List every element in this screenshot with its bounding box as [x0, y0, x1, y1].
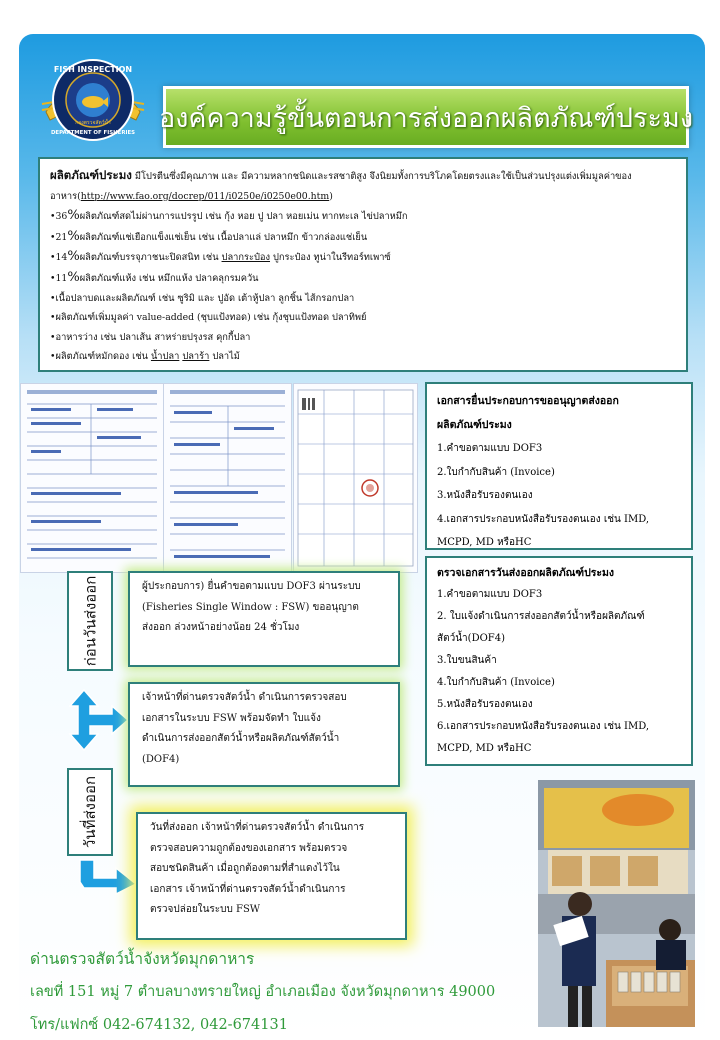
list-item: 4.เอกสารประกอบหนังสือรับรองตนเอง เช่น IMD,	[437, 513, 650, 525]
intro-line2-prefix: อาหาร(	[50, 190, 81, 202]
step-line: เอกสารในระบบ FSW พร้อมจัดทำ ใบแจ้ง	[142, 712, 321, 724]
item-bullet: •36	[50, 211, 68, 223]
item-bullet: •21	[50, 231, 68, 243]
item-text: ปูกระป๋อง ทูน่าในรีทอร์ทเพาซ์	[270, 252, 391, 264]
export-day-label	[67, 768, 113, 856]
item-underlined: น้ำปลา	[150, 351, 180, 363]
item-underlined: ปลากระป๋อง	[221, 252, 271, 264]
step-1-box	[128, 571, 400, 667]
list-item: 6.เอกสารประกอบหนังสือรับรองตนเอง เช่น IMD,	[437, 721, 650, 732]
step-line: ตรวจสอบความถูกต้องของเอกสาร พร้อมตรวจ	[150, 842, 348, 854]
step-line: (Fisheries Single Window : FSW) ขออนุญาต	[142, 601, 359, 613]
step-line: ดำเนินการส่งออกสัตว์น้ำหรือผลิตภัณฑ์สัตว์น้ำ	[142, 733, 340, 744]
intro-lead-rest: มีโปรตีนซึ่งมีคุณภาพ และ มีความหลากชนิดและรสชาติสูง จึงนิยมทั้งการบริโภคโดยตรงและใช้เป็นส่วนปรุงแต่งเพิ่มมูลค่าของ	[131, 171, 632, 182]
step-3-box	[136, 812, 407, 940]
percent-sign: %	[67, 208, 80, 224]
list-item: สัตว์น้ำ(DOF4)	[437, 633, 505, 644]
percent-sign: %	[67, 249, 80, 265]
list-item: MCPD, MD หรือHC	[437, 743, 532, 754]
list-item	[50, 227, 676, 248]
branch-arrow-icon	[64, 688, 130, 752]
intro-panel	[38, 157, 688, 372]
docs-check-panel	[425, 556, 693, 766]
item-text: ผลิตภัณฑ์สดไม่ผ่านการแปรรูป เช่น กุ้ง หอย ปู ปลา หอยเม่น ทากทะเล ไข่ปลาหมึก	[79, 211, 408, 223]
list-item: •อาหารว่าง เช่น ปลาเส้น สาหร่ายปรุงรส คุกกี้ปลา	[50, 331, 251, 343]
badge-bottom-text: DEPARTMENT OF FISHERIES	[50, 130, 136, 136]
page-title: องค์ความรู้ขั้นตอนการส่งออกผลิตภัณฑ์ประมง	[159, 102, 694, 134]
item-underlined: ปลาร้า	[182, 351, 210, 363]
export-day-text: วันที่ส่งออก	[81, 775, 99, 849]
list-item: 3.ใบขนสินค้า	[437, 655, 497, 666]
docs-apply-heading-1: เอกสารยื่นประกอบการขออนุญาตส่งออก	[437, 395, 619, 407]
intro-line-2	[50, 187, 676, 207]
intro-line2-suffix: )	[329, 190, 333, 202]
fao-link[interactable]: http://www.fao.org/docrep/011/i0250e/i0250e00.htm	[80, 190, 330, 202]
item-text: ผลิตภัณฑ์แห้ง เช่น หมึกแห้ง ปลาคลุกรมควัน	[79, 272, 259, 284]
docs-apply-panel	[425, 382, 693, 550]
dof4-form-image	[163, 383, 292, 573]
list-item	[50, 268, 676, 289]
list-item: 4.ใบกำกับสินค้า (Invoice)	[437, 677, 555, 688]
list-item: 2.ใบกำกับสินค้า (Invoice)	[437, 466, 555, 478]
list-item	[50, 206, 676, 227]
intro-line-1	[50, 166, 676, 187]
footer-phone: โทร/แฟกซ์ 042-674132, 042-674131	[30, 1017, 288, 1033]
list-item: MCPD, MD หรือHC	[437, 537, 532, 548]
percent-sign: %	[67, 228, 80, 244]
step-2-box	[128, 682, 400, 787]
list-item: 2. ใบแจ้งดำเนินการส่งออกสัตว์น้ำหรือผลิตภัณฑ์	[437, 611, 645, 622]
step-line: วันที่ส่งออก เจ้าหน้าที่ด่านตรวจสัตว์น้ำ ดำเนินการ	[150, 822, 365, 833]
title-banner	[159, 86, 694, 148]
step-line: (DOF4)	[142, 753, 180, 765]
dof3-form-image	[20, 383, 164, 573]
footer-org: ด่านตรวจสัตว์น้ำจังหวัดมุกดาหาร	[30, 950, 255, 968]
step-line: ผู้ประกอบการ) ยื่นคำขอตามแบบ DOF3 ผ่านระบบ	[142, 581, 361, 592]
before-export-text: ก่อนวันส่งออก	[81, 575, 100, 667]
fish-inspection-badge	[38, 54, 148, 150]
certificate-form-image	[293, 383, 418, 573]
list-item	[50, 347, 676, 367]
item-text: •ผลิตภัณฑ์หมักดอง เช่น	[50, 351, 151, 363]
item-bullet: •11	[50, 272, 68, 284]
list-item	[50, 247, 676, 268]
step-line: ตรวจปล่อยในระบบ FSW	[150, 904, 261, 915]
step-line: สอบชนิดสินค้า เมื่อถูกต้องตามที่สำแดงไว้ใน	[150, 863, 340, 874]
list-item: 1.คำขอตามแบบ DOF3	[437, 589, 543, 600]
docs-apply-heading-2: ผลิตภัณฑ์ประมง	[437, 418, 512, 431]
percent-sign: %	[67, 269, 80, 285]
list-item: •เนื้อปลาบดและผลิตภัณฑ์ เช่น ซูริมิ และ ปูอัด เต้าหู้ปลา ลูกชิ้น ไส้กรอกปลา	[50, 292, 355, 304]
list-item: 3.หนังสือรับรองตนเอง	[437, 490, 533, 501]
badge-top-text: FISH INSPECTION	[53, 65, 133, 74]
badge-thai-text: กองตรวจสัตว์น้ำ	[75, 120, 111, 126]
footer-address: เลขที่ 151 หมู่ 7 ตำบลบางทรายใหญ่ อำเภอเมือง จังหวัดมุกดาหาร 49000	[30, 984, 496, 1000]
item-bullet: •14	[50, 252, 68, 264]
item-text: ผลิตภัณฑ์บรรจุภาชนะปิดสนิท เช่น	[79, 252, 222, 264]
list-item: •ผลิตภัณฑ์เพิ่มมูลค่า value-added (ชุบแป้งทอด) เช่น กุ้งชุบแป้งทอด ปลาทิพย์	[50, 312, 367, 324]
step-line: ส่งออก ล่วงหน้าอย่างน้อย 24 ชั่วโมง	[142, 622, 300, 633]
item-text: ปลาไม้	[209, 351, 240, 363]
item-text: ผลิตภัณฑ์แช่เยือกแข็งแช่เย็น เช่น เนื้อปลาแล่ ปลาหมึก ข้าวกล่องแช่เย็น	[79, 231, 368, 243]
list-item: 5.หนังสือรับรองตนเอง	[437, 699, 533, 710]
intro-lead: ผลิตภัณฑ์ประมง	[50, 168, 132, 182]
before-export-label	[67, 571, 113, 671]
step-line: เจ้าหน้าที่ด่านตรวจสัตว์น้ำ ดำเนินการตรวจสอบ	[142, 692, 347, 703]
corner-arrow-icon	[78, 858, 138, 896]
inspection-photo	[538, 780, 695, 1027]
list-item: 1.คำขอตามแบบ DOF3	[437, 443, 543, 454]
docs-check-heading: ตรวจเอกสารวันส่งออกผลิตภัณฑ์ประมง	[437, 567, 615, 579]
step-line: เอกสาร เจ้าหน้าที่ด่านตรวจสัตว์น้ำดำเนินการ	[150, 883, 346, 895]
